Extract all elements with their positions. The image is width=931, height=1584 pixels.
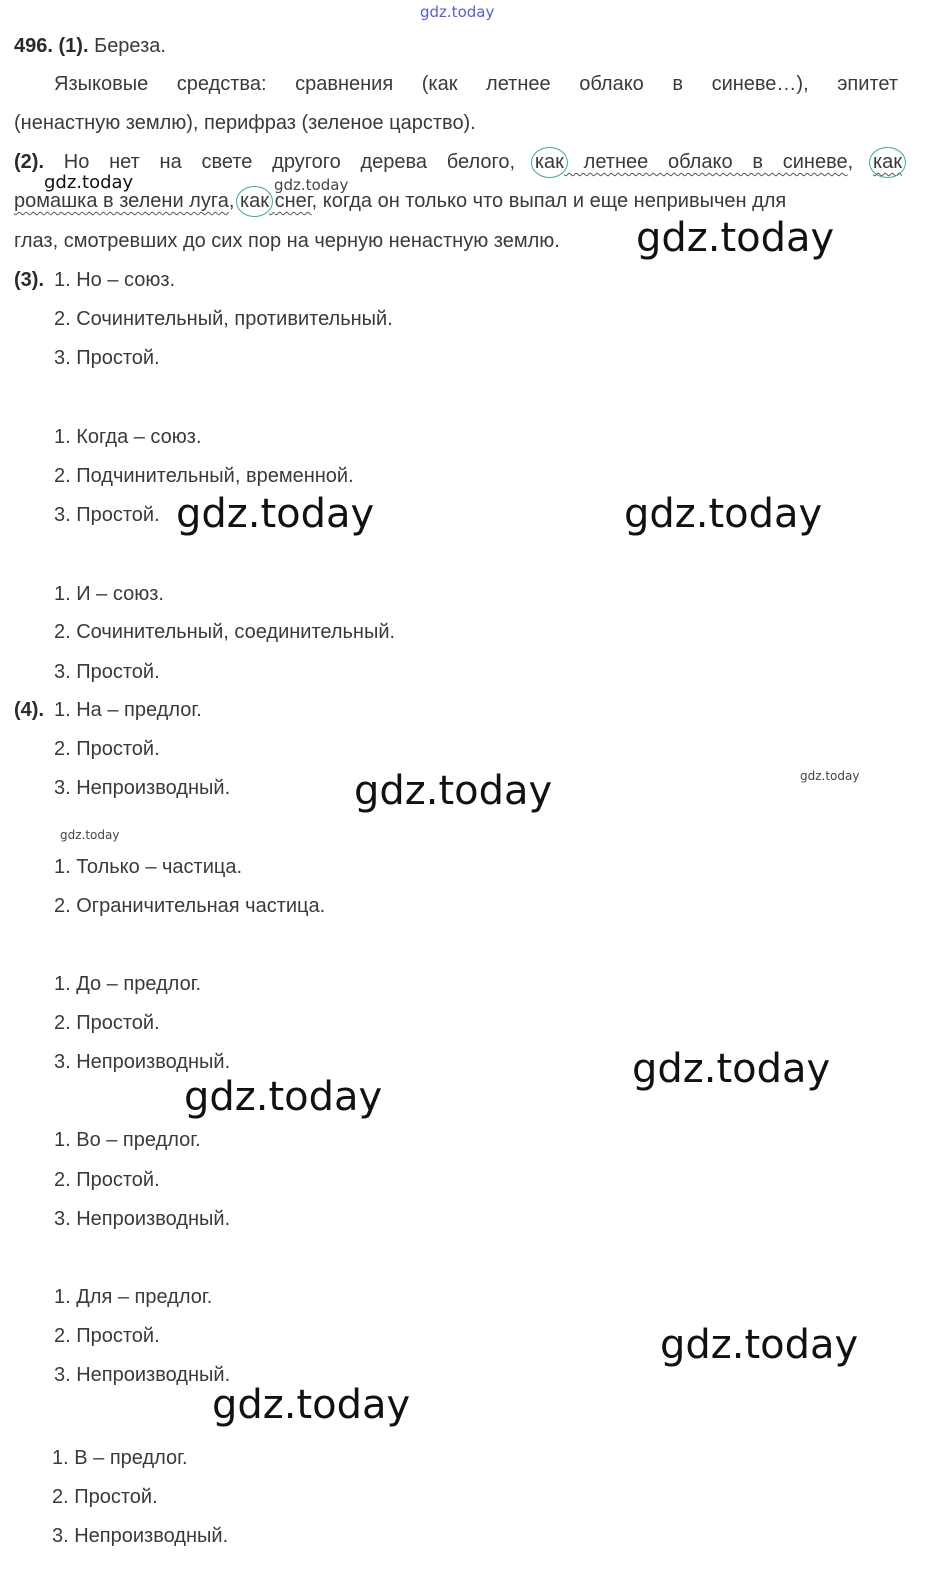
watermark: gdz.today: [632, 1046, 831, 1092]
part-2-line-3: глаз, смотревших до сих пор на черную ненастную землю.: [14, 230, 560, 252]
watermark: gdz.today: [636, 215, 835, 261]
watermark: gdz.today: [60, 828, 120, 842]
watermark: gdz.today: [176, 491, 375, 537]
list-item: 2. Подчинительный, временной.: [54, 465, 354, 487]
list-item: 1. Во – предлог.: [54, 1129, 201, 1151]
list-item: 1. На – предлог.: [54, 699, 202, 721]
part-1-line-2: (ненастную землю), перифраз (зеленое царство).: [14, 112, 476, 134]
part-2-line-1: [14, 150, 902, 174]
list-item: 3. Непроизводный.: [54, 777, 231, 799]
list-item: 2. Ограничительная частица.: [54, 895, 326, 917]
part-2-text-a: Но нет на свете другого дерева белого,: [63, 151, 516, 173]
watermark: gdz.today: [624, 491, 823, 537]
kak-conjunction-1: как: [534, 151, 564, 173]
list-item: 1. До – предлог.: [54, 973, 202, 995]
list-item: 2. Простой.: [52, 1486, 158, 1508]
watermark: gdz.today: [184, 1074, 383, 1120]
list-item: 1. В – предлог.: [52, 1447, 188, 1469]
list-item: 2. Простой.: [54, 738, 160, 760]
list-item: 1. И – союз.: [54, 583, 164, 605]
list-item: 3. Простой.: [54, 661, 160, 683]
watermark: gdz.today: [660, 1322, 859, 1368]
list-item: 2. Простой.: [54, 1012, 160, 1034]
list-item: 1. Когда – союз.: [54, 426, 202, 448]
list-item: 3. Непроизводный.: [54, 1364, 231, 1386]
watermark: gdz.today: [274, 176, 349, 194]
part-2-label: (2).: [14, 151, 44, 173]
comparison-1: [535, 151, 848, 173]
watermark: gdz.today: [212, 1382, 411, 1428]
task-number: 496.: [14, 35, 53, 57]
part-1-line-1: Языковые средства: сравнения (как летнее облако в синеве…), эпитет: [54, 73, 898, 95]
part-1-label: (1).: [58, 35, 89, 57]
watermark: gdz.today: [800, 769, 860, 783]
watermark: gdz.today: [44, 172, 134, 193]
part-4-label: (4).: [14, 699, 44, 721]
watermark: gdz.today: [354, 768, 553, 814]
list-item: 3. Непроизводный.: [52, 1525, 229, 1547]
list-item: 3. Простой.: [54, 504, 160, 526]
list-item: 3. Непроизводный.: [54, 1051, 231, 1073]
part-2-text-e: , когда он только что выпал и еще непривычен для: [311, 190, 787, 212]
list-item: 1. Для – предлог.: [54, 1286, 213, 1308]
part-3-label: (3).: [14, 269, 44, 291]
comparison-1-text: летнее облако в синеве: [563, 151, 848, 173]
list-item: 3. Простой.: [54, 347, 160, 369]
comma: ,: [847, 151, 854, 173]
kak-conjunction-3: как: [239, 190, 270, 212]
comparison-2: ромашка в зелени луга: [14, 190, 229, 212]
list-item: 1. Но – союз.: [54, 269, 176, 291]
list-item: 2. Простой.: [54, 1325, 160, 1347]
comparison-3-text: снег: [274, 190, 312, 212]
part-1-answer: Береза.: [94, 35, 166, 57]
list-item: 1. Только – частица.: [54, 856, 243, 878]
header-watermark: gdz.today: [420, 3, 495, 21]
comma-2: ,: [228, 190, 235, 212]
list-item: 2. Простой.: [54, 1169, 160, 1191]
list-item: 2. Сочинительный, противительный.: [54, 308, 393, 330]
kak-conjunction-2: как: [872, 151, 903, 173]
list-item: 3. Непроизводный.: [54, 1208, 231, 1230]
task-heading: [14, 34, 166, 58]
list-item: 2. Сочинительный, соединительный.: [54, 621, 396, 643]
